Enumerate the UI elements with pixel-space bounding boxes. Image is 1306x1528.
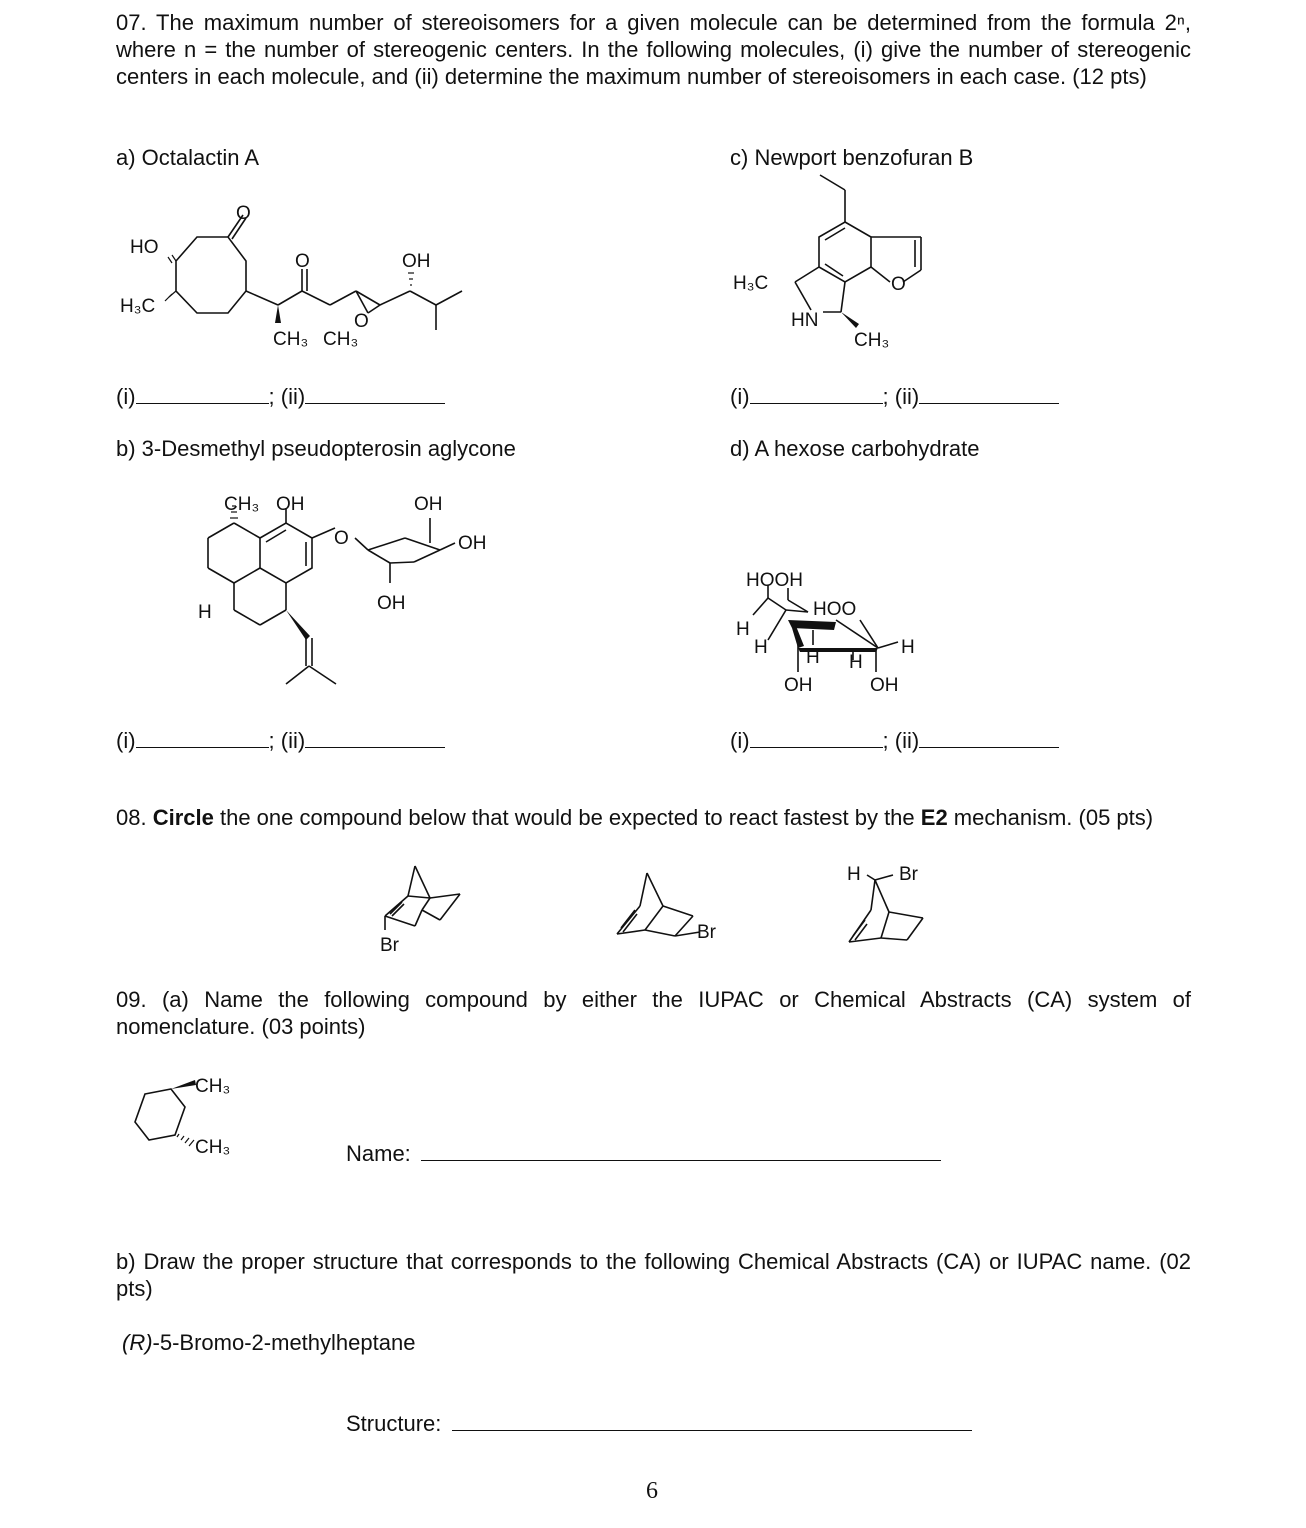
structure-label: Structure: (346, 1411, 442, 1436)
oh-label: OH (377, 593, 406, 614)
br-label: Br (697, 922, 716, 943)
h-label: H (198, 602, 212, 623)
ch3-label: CH₃ (224, 494, 260, 515)
q09b-text: b) Draw the proper structure that corresponds to the following Chemical Abstracts (CA) or IUPAC name. (02 pts) (116, 1249, 1191, 1301)
ch3-label: CH₃ (323, 329, 359, 350)
compound-name-rest: -5-Bromo-2-methylheptane (152, 1330, 416, 1355)
h-label: H (806, 647, 820, 668)
oh-label: OH (870, 675, 899, 696)
pseudopterosin-aglycone-structure (190, 488, 520, 698)
q07-b-label: b) 3-Desmethyl pseudopterosin aglycone (116, 436, 516, 461)
carbonyl-o-label: O (236, 203, 251, 224)
oh-label: OH (276, 494, 305, 515)
answer-ii-blank[interactable] (305, 729, 445, 748)
answer-i-label: (i) (116, 384, 136, 409)
answer-i-label: (i) (116, 728, 136, 753)
answer-ii-blank[interactable] (919, 385, 1059, 404)
hexose-structure (728, 560, 928, 700)
q08-mid: the one compound below that would be expected to react fastest by the (213, 805, 921, 830)
hoo-label: HOO (813, 599, 857, 620)
q07-d-label: d) A hexose carbohydrate (730, 436, 980, 461)
h3c-label: H₃C (733, 273, 769, 294)
oh-label: OH (414, 494, 443, 515)
ho-label: HO (130, 237, 159, 258)
h-label: H (849, 652, 863, 673)
h-label: H (901, 637, 915, 658)
answer-line-d (730, 728, 1059, 754)
br-label: Br (380, 935, 399, 956)
h-label: H (736, 619, 750, 640)
br-label: Br (899, 864, 918, 885)
answer-ii-label: ; (ii) (268, 728, 306, 753)
oh-label: OH (458, 533, 487, 554)
h-label: H (754, 637, 768, 658)
h-label: H (847, 864, 861, 885)
compound-name (122, 1330, 415, 1356)
q07-c-label: c) Newport benzofuran B (730, 145, 974, 170)
ch3-label: CH₃ (273, 329, 309, 350)
q08-post: mechanism. (05 pts) (947, 805, 1154, 830)
answer-ii-blank[interactable] (305, 385, 445, 404)
octalactin-a-structure (110, 195, 490, 360)
q09a-text: 09. (a) Name the following compound by either the IUPAC or Chemical Abstracts (CA) system of nomenclature. (03 points) (116, 987, 1191, 1039)
name-blank[interactable] (421, 1142, 941, 1161)
h3c-label: H₃C (120, 296, 156, 317)
answer-ii-blank[interactable] (919, 729, 1059, 748)
answer-line-b (116, 728, 445, 754)
oh-label: OH (402, 251, 431, 272)
ch3-label: CH₃ (195, 1137, 231, 1158)
dimethylcyclohexane-structure (115, 1062, 255, 1167)
name-label: Name: (346, 1141, 411, 1166)
q08-e2-word: E2 (920, 805, 948, 830)
answer-i-blank[interactable] (750, 385, 883, 404)
answer-i-label: (i) (730, 384, 750, 409)
hooh-label: HOOH (746, 570, 803, 591)
q07-a-label: a) Octalactin A (116, 145, 260, 170)
ether-o-label: O (334, 528, 349, 549)
compound-1-norbornene-br[interactable] (370, 858, 480, 958)
epoxide-o-label: O (354, 311, 369, 332)
structure-answer-row (346, 1411, 972, 1437)
newport-benzofuran-b-structure (725, 170, 965, 355)
answer-ii-label: ; (ii) (882, 384, 920, 409)
answer-i-label: (i) (730, 728, 750, 753)
answer-line-a (116, 384, 445, 410)
compound-name-prefix: (R) (122, 1330, 153, 1355)
ketone-o-label: O (295, 251, 310, 272)
q07-text: 07. The maximum number of stereoisomers for a given molecule can be determined from the formula 2ⁿ, where n = the number of stereogenic centers. In the following molecules, (i) give the number of stereogenic centers in each molecule, and (ii) determine the maximum number of stereoisomers in each case. (12 pts) (116, 10, 1191, 89)
answer-line-c (730, 384, 1059, 410)
ch3-label: CH₃ (195, 1076, 231, 1097)
answer-ii-label: ; (ii) (268, 384, 306, 409)
compound-2-norbornene-br[interactable] (605, 868, 735, 948)
structure-blank[interactable] (452, 1412, 972, 1431)
q08-text (116, 804, 1191, 831)
compound-3-norbornene-br[interactable] (835, 860, 945, 955)
q08-pre: 08. (116, 805, 153, 830)
hn-label: HN (791, 310, 819, 331)
oh-label: OH (784, 675, 813, 696)
page-number: 6 (646, 1478, 658, 1504)
answer-i-blank[interactable] (136, 729, 269, 748)
answer-i-blank[interactable] (750, 729, 883, 748)
name-answer-row (346, 1141, 941, 1167)
answer-ii-label: ; (ii) (882, 728, 920, 753)
ch3-label: CH₃ (854, 330, 890, 351)
furan-o-label: O (891, 274, 906, 295)
answer-i-blank[interactable] (136, 385, 269, 404)
q08-circle-word: Circle (152, 805, 214, 830)
